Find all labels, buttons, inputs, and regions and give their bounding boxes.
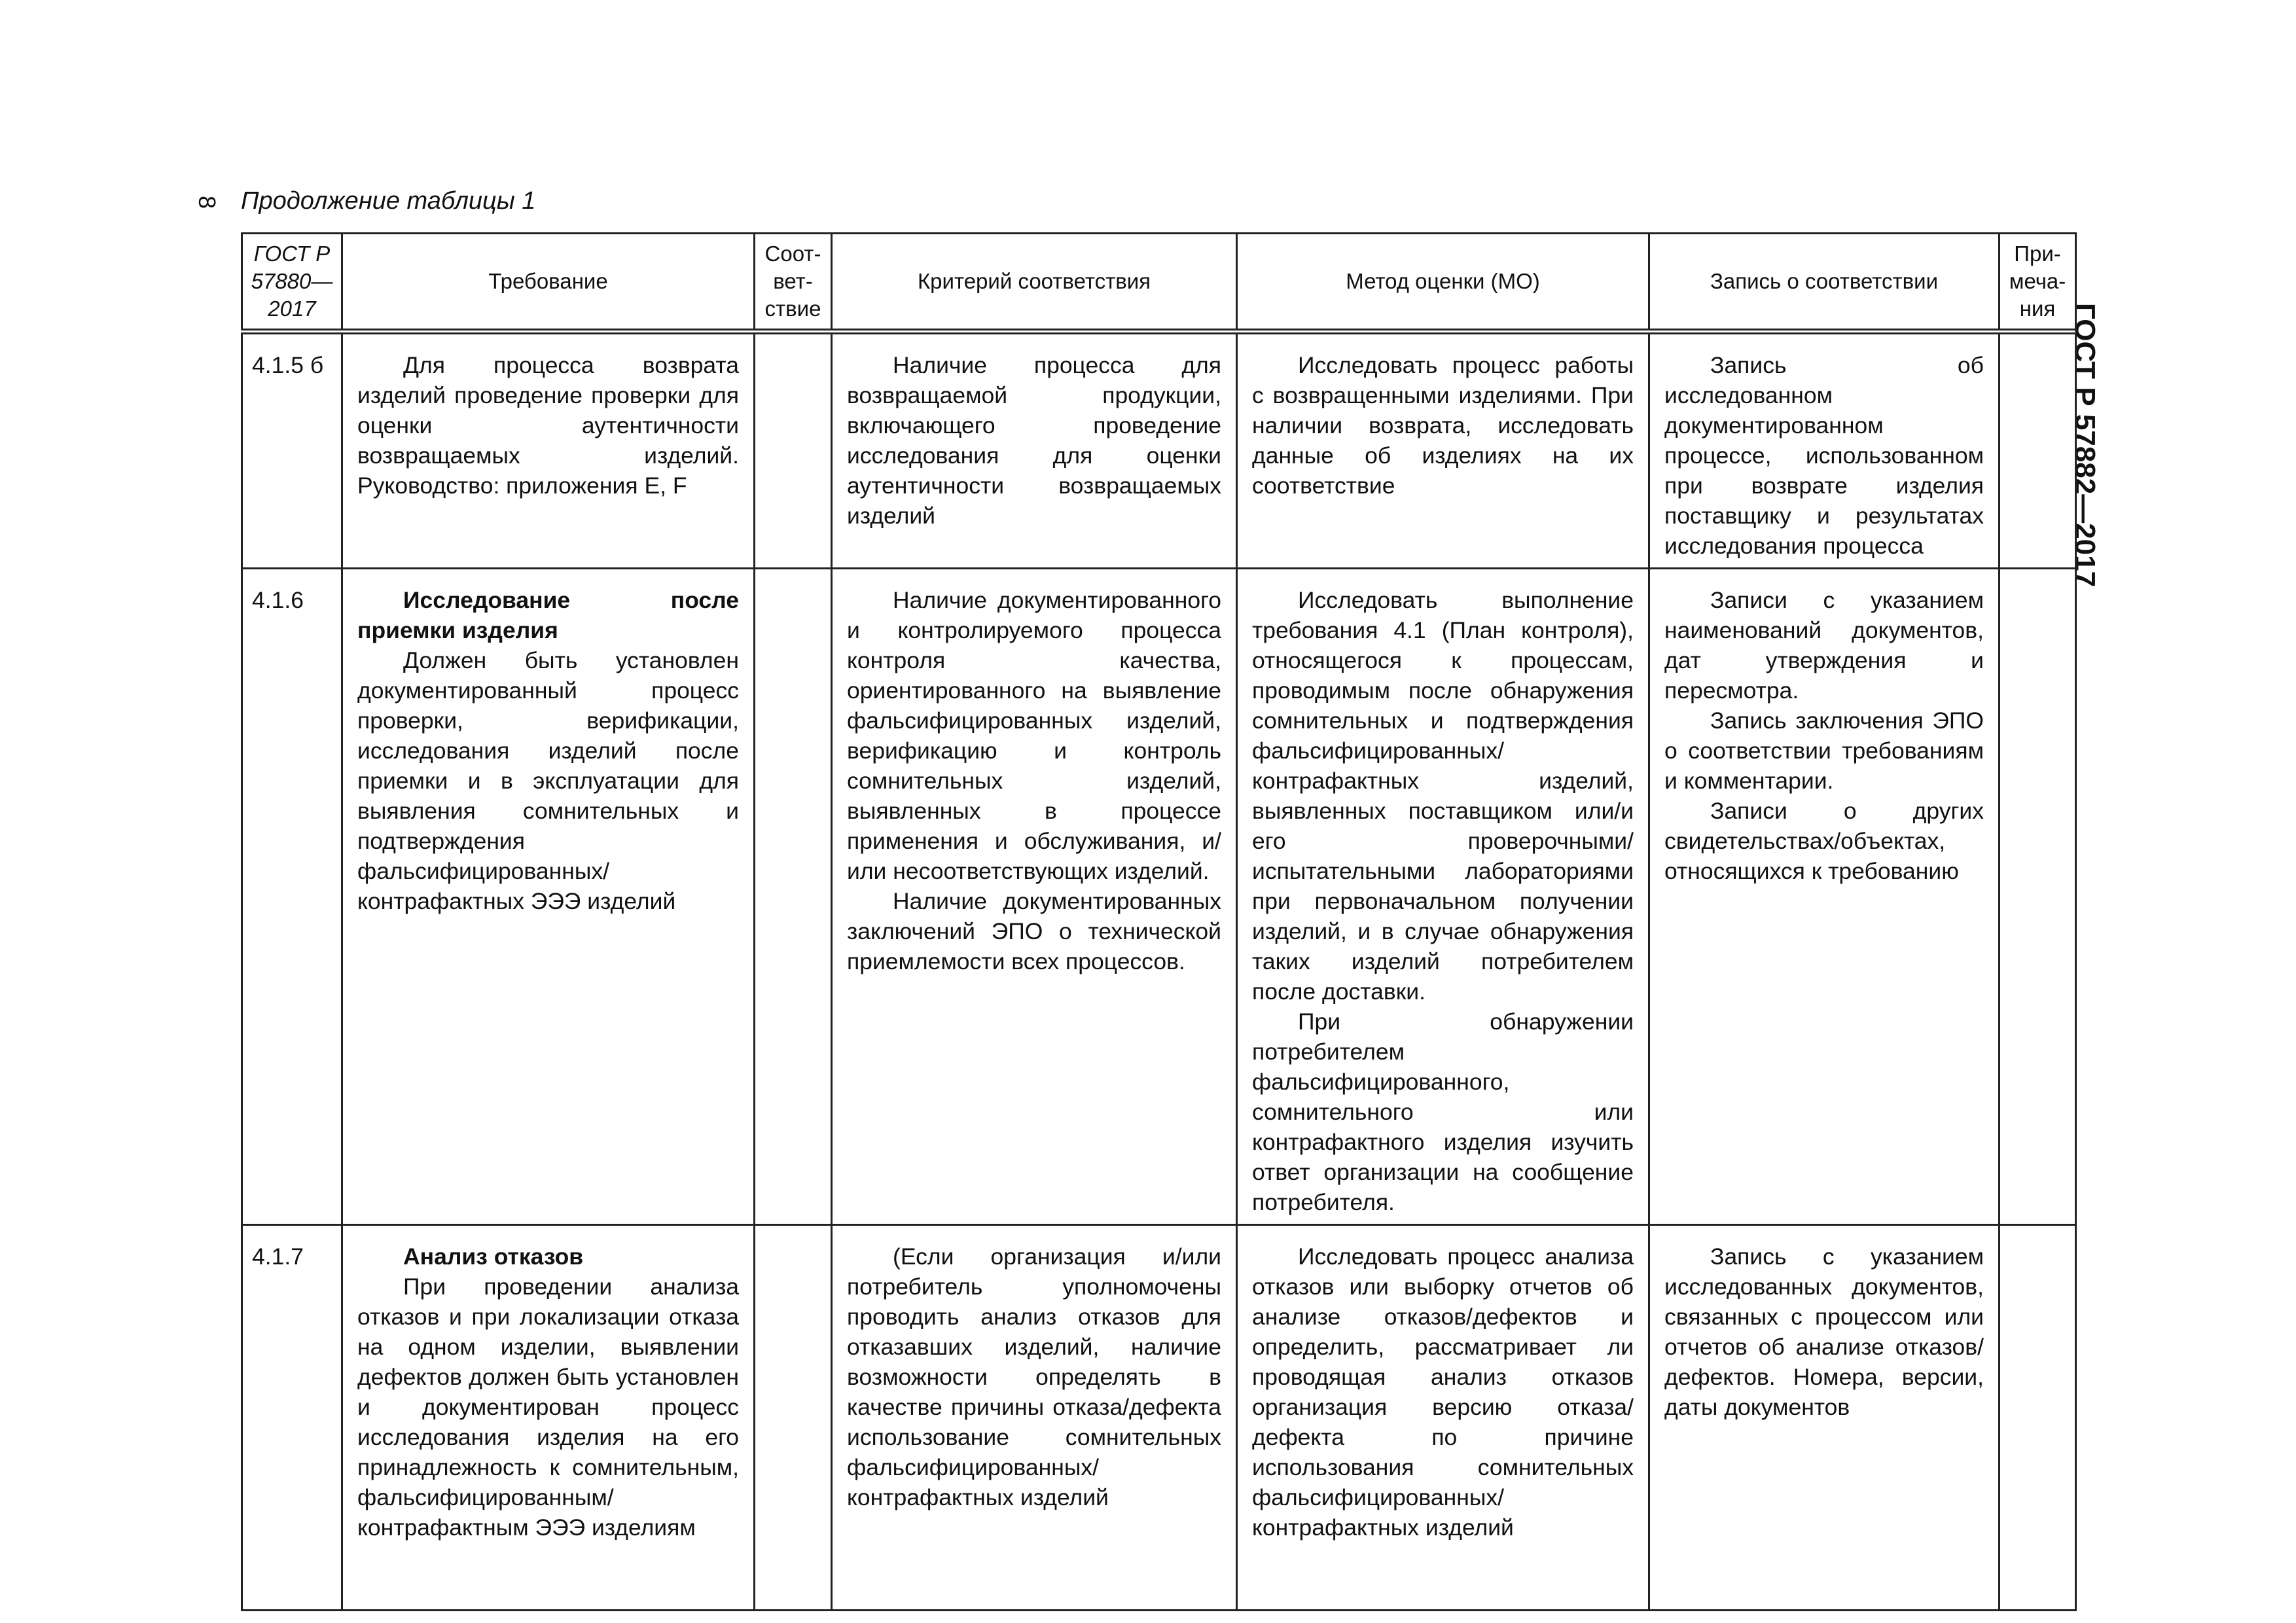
requirement-body: Должен быть установлен документированный процесс проверки, верификации, исследования изделий после приемки и в эксплуатации для выявления сомнительных и подтверждения фальсифицированных/контрафактных ЭЭЭ изделий bbox=[357, 647, 739, 914]
requirement-body: При проведении анализа отказов и при локализации отказа на одном изделии, выявлении дефектов должен быть установлен и документирован процесс исследования изделия на его принадлежность к сомнительным, фальсифицированным/ контрафактным ЭЭЭ изделиям bbox=[357, 1274, 739, 1541]
header-notes: При- меча- ния bbox=[2000, 234, 2076, 332]
notes-cell bbox=[2000, 332, 2076, 569]
criterion-text: Наличие документированных заключений ЭПО о технической приемлемости всех процессов. bbox=[847, 888, 1221, 974]
table-row bbox=[242, 332, 2076, 569]
record-cell bbox=[1649, 1225, 2000, 1611]
record-text: Запись об исследованном документированном процессе, использованном при возврате изделия поставщику и результатах исследования процесса bbox=[1664, 352, 1984, 559]
clause-number: 4.1.5 б bbox=[242, 332, 342, 569]
record-text: Запись с указанием исследованных документов, связанных с процессом или отчетов об анализе отказов/дефектов. Номера, версии, даты документов bbox=[1664, 1243, 1984, 1420]
method-cell bbox=[1237, 569, 1649, 1225]
criterion-cell bbox=[832, 569, 1237, 1225]
method-text: При обнаружении потребителем фальсифицированного, сомнительного или контрафактного изделия изучить ответ организации на сообщение потребителя. bbox=[1252, 1008, 1634, 1215]
method-text: Исследовать процесс работы с возвращенными изделиями. При наличии возврата, исследовать данные об изделиях на их соответствие bbox=[1252, 352, 1634, 499]
requirement-title: Анализ отказов bbox=[403, 1243, 584, 1270]
table-row bbox=[242, 569, 2076, 1225]
header-compliance: Соот- вет- ствие bbox=[755, 234, 832, 332]
method-text: Исследовать процесс анализа отказов или выборку отчетов об анализе отказов/дефектов и определить, рассматривает ли проводящая анализ отказов организация версию отказа/дефекта по причине использования сомнительных фальсифицированных/контрафактных изделий bbox=[1252, 1243, 1634, 1541]
requirements-table bbox=[241, 232, 2077, 1611]
record-cell bbox=[1649, 569, 2000, 1225]
requirement-cell bbox=[342, 1225, 755, 1611]
requirement-title: Исследование после приемки изделия bbox=[357, 587, 739, 643]
table-caption: Продолжение таблицы 1 bbox=[241, 187, 536, 215]
record-text: Записи о других свидетельствах/объектах, относящихся к требованию bbox=[1664, 798, 1984, 884]
notes-cell bbox=[2000, 1225, 2076, 1611]
method-cell bbox=[1237, 1225, 1649, 1611]
compliance-cell bbox=[755, 332, 832, 569]
table-header-row bbox=[242, 234, 2076, 332]
header-method: Метод оценки (МО) bbox=[1237, 234, 1649, 332]
compliance-cell bbox=[755, 569, 832, 1225]
clause-number: 4.1.7 bbox=[242, 1225, 342, 1611]
clause-number: 4.1.6 bbox=[242, 569, 342, 1225]
requirement-body: Для процесса возврата изделий проведение проверки для оценки аутентичности возвращаемых изделий. Руководство: приложения E, F bbox=[357, 352, 739, 499]
requirement-cell bbox=[342, 569, 755, 1225]
criterion-cell bbox=[832, 1225, 1237, 1611]
table-row bbox=[242, 1225, 2076, 1611]
criterion-text: Наличие процесса для возвращаемой продукции, включающего проведение исследования для оценки аутентичности возвращаемых изделий bbox=[847, 352, 1221, 529]
method-text: Исследовать выполнение требования 4.1 (План контроля), относящегося к процессам, проводимым после обнаружения сомнительных и подтверждения фальсифицированных/контрафактных изделий, выявленных поставщиком или/и его проверочными/испытательными лабораториями при первоначальном получении изделий, и в случае обнаружения таких изделий потребителем после доставки. bbox=[1252, 587, 1634, 1005]
header-record: Запись о соответствии bbox=[1649, 234, 2000, 332]
page-number: 8 bbox=[194, 195, 221, 209]
requirement-cell bbox=[342, 332, 755, 569]
notes-cell bbox=[2000, 569, 2076, 1225]
criterion-cell bbox=[832, 332, 1237, 569]
criterion-text: Наличие документированного и контролируемого процесса контроля качества, ориентированного на выявление фальсифицированных изделий, верификацию и контроль сомнительных изделий, выявленных в процессе применения и обслуживания, и/или несоответствующих изделий. bbox=[847, 587, 1221, 884]
standard-designation: ГОСТ Р 57882—2017 bbox=[2069, 302, 2101, 588]
record-text: Запись заключения ЭПО о соответствии требованиям и комментарии. bbox=[1664, 707, 1984, 794]
header-gost: ГОСТ Р 57880— 2017 bbox=[242, 234, 342, 332]
method-cell bbox=[1237, 332, 1649, 569]
record-cell bbox=[1649, 332, 2000, 569]
header-requirement: Требование bbox=[342, 234, 755, 332]
header-criterion: Критерий соответствия bbox=[832, 234, 1237, 332]
compliance-cell bbox=[755, 1225, 832, 1611]
criterion-text: (Если организация и/или потребитель уполномочены проводить анализ отказов для отказавших изделий, наличие возможности определять в качестве причины отказа/дефекта использование сомнительных фальсифицированных/контрафактных изделий bbox=[847, 1243, 1221, 1510]
record-text: Записи с указанием наименований документов, дат утверждения и пересмотра. bbox=[1664, 587, 1984, 704]
